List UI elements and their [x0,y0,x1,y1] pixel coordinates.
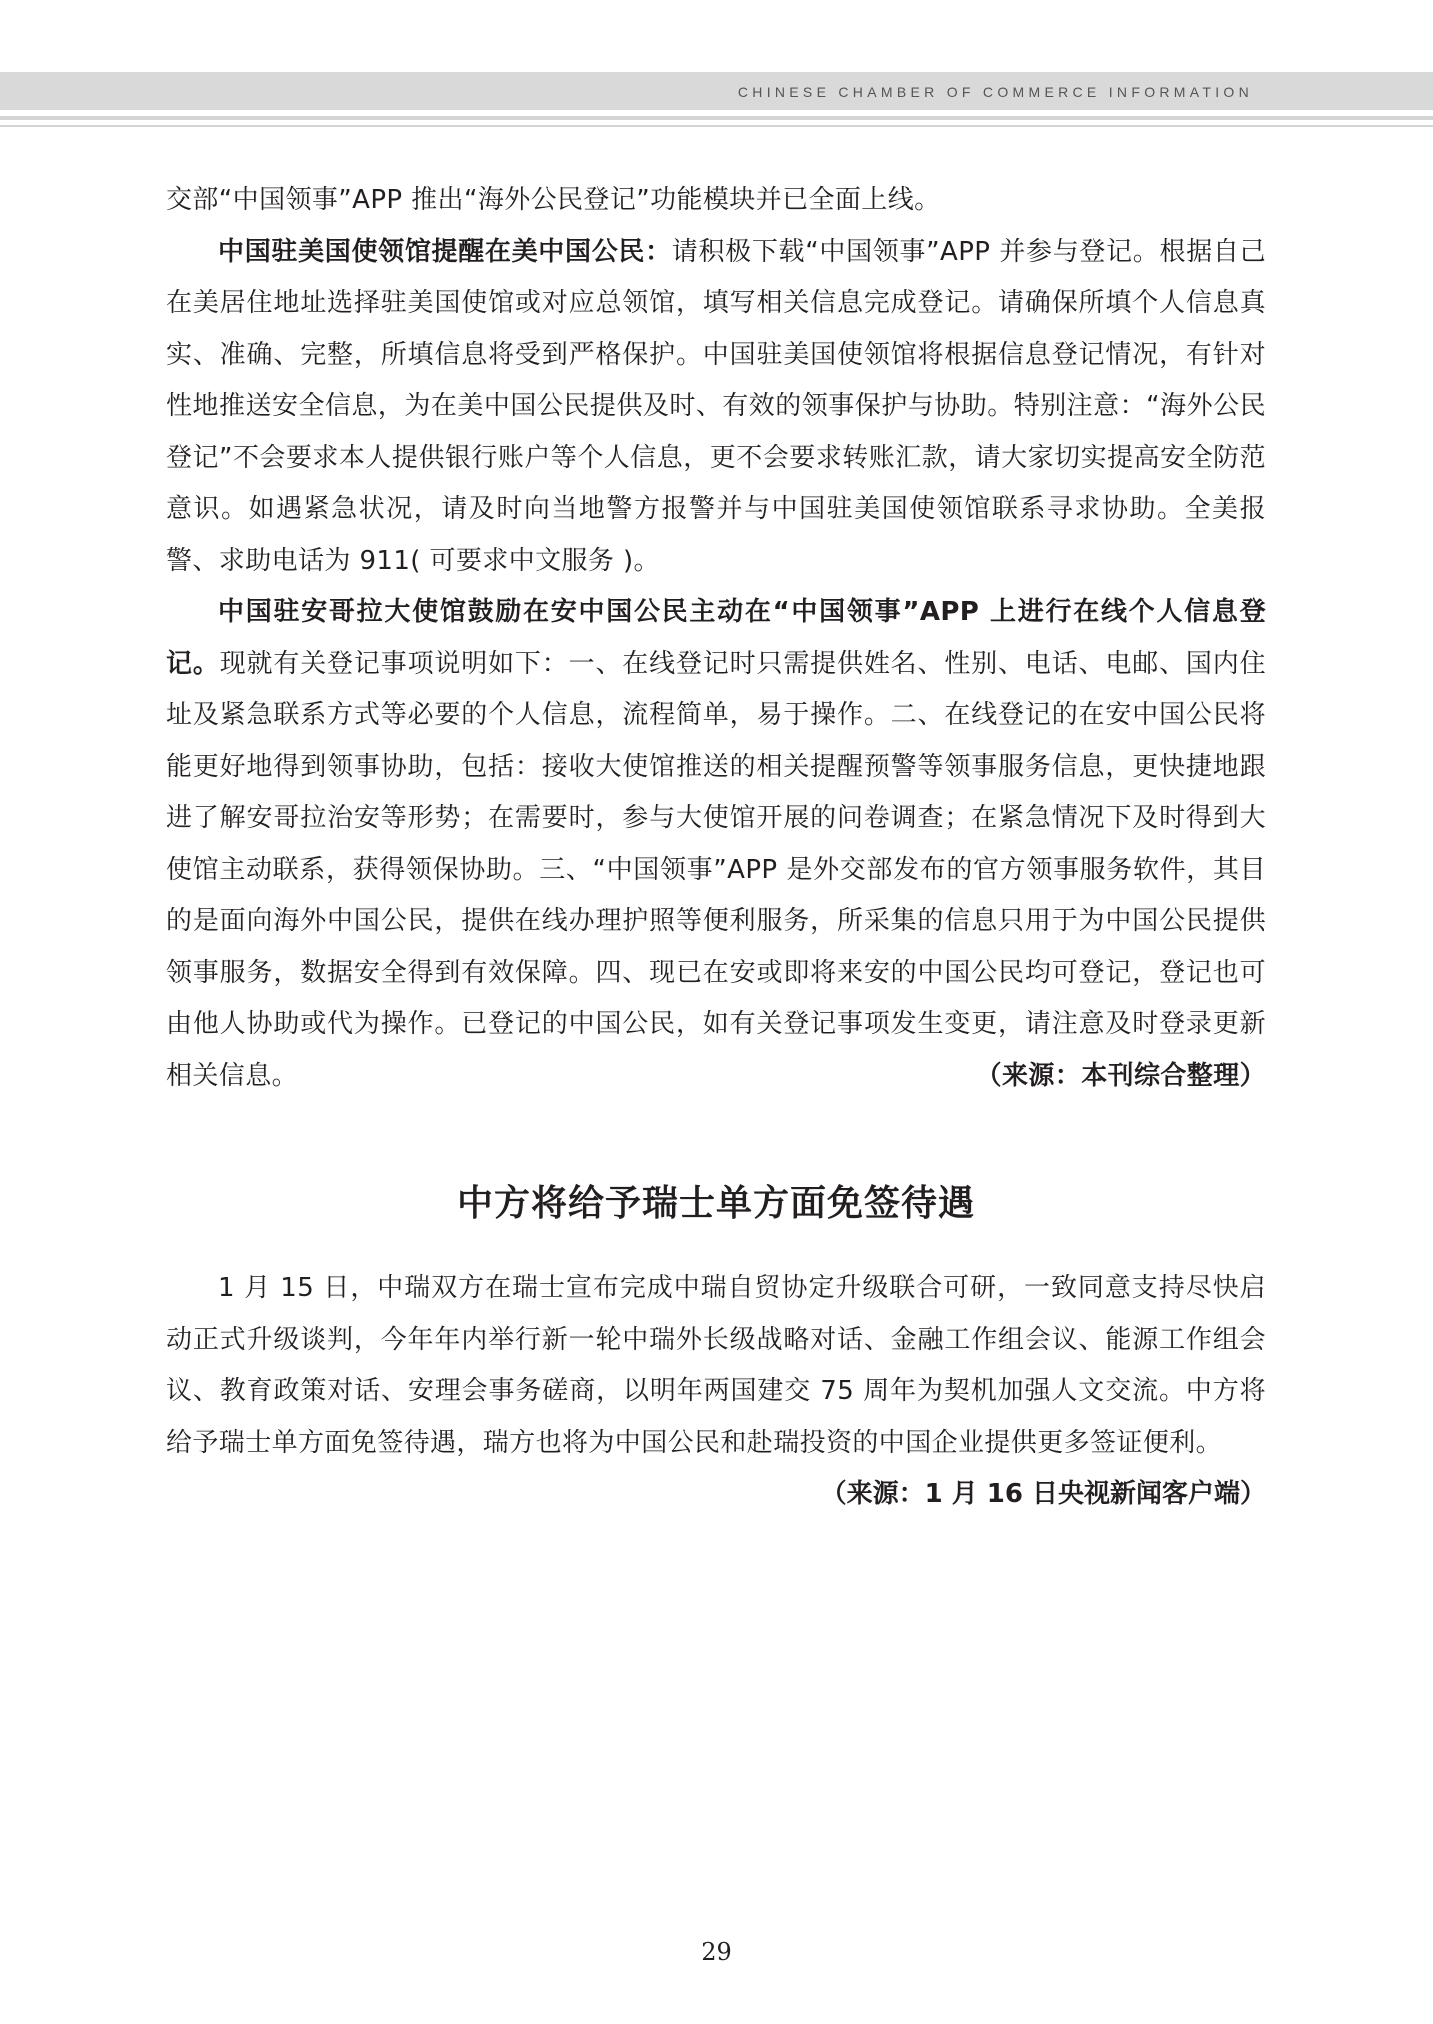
running-title: CHINESE CHAMBER OF COMMERCE INFORMATION [737,84,1253,100]
page-content [166,175,1266,1521]
header-rule-thin [0,125,1433,127]
paragraph-swiss-visa: 1 月 15 日，中瑞双方在瑞士宣布完成中瑞自贸协定升级联合可研，一致同意支持尽快启动正式升级谈判，今年年内举行新一轮中瑞外长级战略对话、金融工作组会议、能源工作组会议、教育政策对话、安理会事务磋商，以明年两国建交 75 周年为契机加强人文交流。中方将给予瑞士单方面免签待遇，瑞方也将为中国公民和赴瑞投资的中国企业提供更多签证便利。 [166,1273,1266,1458]
page-number: 29 [701,1938,732,1966]
paragraph-lead: 中国驻安哥拉大使馆鼓励在安中国公民主动在“中国领事”APP 上进行在线个人信息登记。 [166,597,1266,679]
paragraph-body: 请积极下载“中国领事”APP 并参与登记。根据自己在美居住地址选择驻美国使馆或对应总领馆，填写相关信息完成登记。请确保所填个人信息真实、准确、完整，所填信息将受到严格保护。中国驻美国使领馆将根据信息登记情况，有针对性地推送安全信息，为在美中国公民提供及时、有效的领事保护与协助。特别注意：“海外公民登记”不会要求本人提供银行账户等个人信息，更不会要求转账汇款，请大家切实提高安全防范意识。如遇紧急状况，请及时向当地警方报警并与中国驻美国使领馆联系寻求协助。全美报警、求助电话为 911( 可要求中文服务 )。 [166,236,1266,576]
section-gap [166,1102,1266,1145]
paragraph-body: 现就有关登记事项说明如下：一、在线登记时只需提供姓名、性别、电话、电邮、国内住址及紧急联系方式等必要的个人信息，流程简单，易于操作。二、在线登记的在安中国公民将能更好地得到领事协助，包括：接收大使馆推送的相关提醒预警等领事服务信息，更快捷地跟进了解安哥拉治安等形势；在需要时，参与大使馆开展的问卷调查；在紧急情况下及时得到大使馆主动联系，获得领保协助。三、“中国领事”APP 是外交部发布的官方领事服务软件，其目的是面向海外中国公民，提供在线办理护照等便利服务，所采集的信息只用于为中国公民提供领事服务，数据安全得到有效保障。四、现已在安或即将来安的中国公民均可登记，登记也可由他人协助或代为操作。已登记的中国公民，如有关登记事项发生变更，请注意及时登录更新相关信息。 [166,648,1266,1091]
header-rule [0,116,1433,120]
article-title: 中方将给予瑞士单方面免签待遇 [456,1183,975,1224]
paragraph-us-consulate [166,227,1266,588]
paragraph-continuation: 交部“中国领事”APP 推出“海外公民登记”功能模块并已全面上线。 [166,185,941,215]
source-note: （来源：本刊综合整理） [975,1060,1266,1091]
paragraph-lead: 中国驻美国使领馆提醒在美中国公民： [218,236,672,267]
paragraph-angola-embassy [166,587,1266,1102]
source-note: （来源：1 月 16 日央视新闻客户端） [820,1479,1266,1509]
